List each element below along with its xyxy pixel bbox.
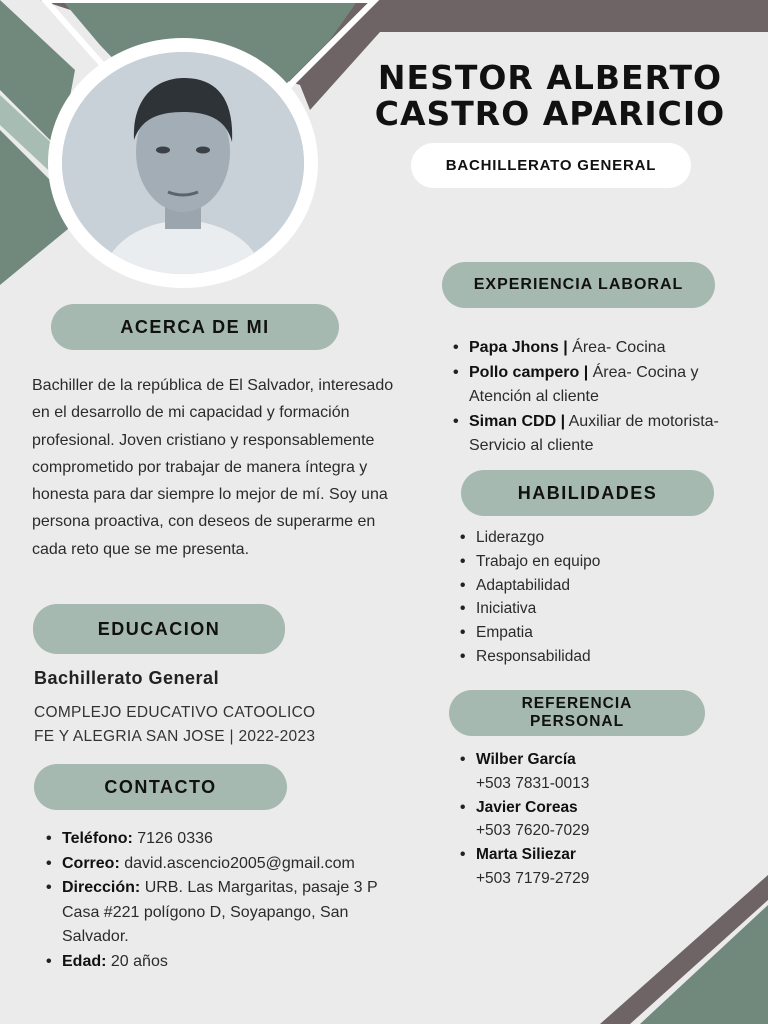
profile-photo [62,52,304,274]
experience-list [451,336,751,459]
reference-item [458,843,589,891]
about-text: Bachiller de la república de El Salvador, interesado en el desarrollo de mi capacidad y formación profesional. Joven cristiano y responsablemente comprometido por trabajar de manera íntegra y honesta para dar siempre lo mejor de mí. Soy una persona proactiva, con deseos de superarme en cada reto que se me presenta. [32,377,394,558]
experience-item [451,336,751,361]
skill-item: • Responsabilidad [458,645,600,669]
contact-label: Correo: [62,854,120,872]
school-line-1: COMPLEJO EDUCATIVO CATOOLICO [34,704,316,721]
experience-item [451,410,751,459]
education-heading: EDUCACION [33,604,285,654]
person-silhouette-icon [62,52,304,274]
contact-label: Teléfono: [62,830,133,847]
name-line-2: CASTRO APARICIO [374,94,726,133]
reference-phone: +503 7620-7029 [476,822,590,840]
skills-heading: HABILIDADES [461,470,714,516]
about-heading: ACERCA DE MI [51,304,339,350]
experience-role: Auxiliar de motorista- Servicio al cliente [469,412,719,454]
bottom-right-green [640,905,768,1024]
experience-company: Siman CDD | [469,412,566,430]
reference-name: Wilber García [476,751,576,768]
references-heading: REFERENCIA PERSONAL [449,690,705,736]
reference-phone: +503 7831-0013 [476,774,590,792]
contact-address [44,876,404,950]
contact-value: 20 años [106,952,168,970]
skills-list [458,526,600,669]
name-line-1: NESTOR ALBERTO [377,58,723,97]
contact-phone [44,827,404,852]
reference-item [458,748,589,796]
skill-item: • Iniciativa [458,597,600,621]
experience-role: Área- Cocina [567,339,666,356]
reference-name: Javier Coreas [476,798,578,816]
experience-role: Área- Cocina y Atención al cliente [469,363,699,405]
experience-company: Pollo campero | [469,363,589,381]
experience-company: Papa Jhons | [469,339,568,356]
profile-photo-frame [48,38,318,288]
contact-heading: CONTACTO [34,764,287,810]
education-degree: Bachillerato General [34,668,220,688]
skill-item: • Liderazgo [458,526,600,550]
degree-badge: BACHILLERATO GENERAL [411,143,691,188]
contact-list [44,827,404,974]
contact-age [44,950,404,975]
skill-item: • Adaptabilidad [458,574,600,598]
contact-label: Dirección: [62,879,141,896]
reference-name: Marta Siliezar [476,846,576,864]
candidate-name [360,60,740,132]
reference-item [458,796,589,844]
experience-heading: EXPERIENCIA LABORAL [442,262,715,308]
reference-phone: +503 7179-2729 [476,869,590,887]
contact-email [44,852,404,877]
contact-value: URB. Las Margaritas, pasaje 3 P Casa #221 polígono D, Soyapango, San Salvador. [62,879,378,945]
contact-label: Edad: [62,952,107,970]
contact-value: 7126 0336 [132,830,213,847]
experience-item [451,361,751,410]
skill-item: • Trabajo en equipo [458,550,600,574]
contact-value: david.ascencio2005@gmail.com [119,854,355,872]
school-line-2: FE Y ALEGRIA SAN JOSE | 2022-2023 [34,727,316,745]
education-school [34,701,315,748]
skill-item: • Empatia [458,621,600,645]
references-list [458,748,589,891]
